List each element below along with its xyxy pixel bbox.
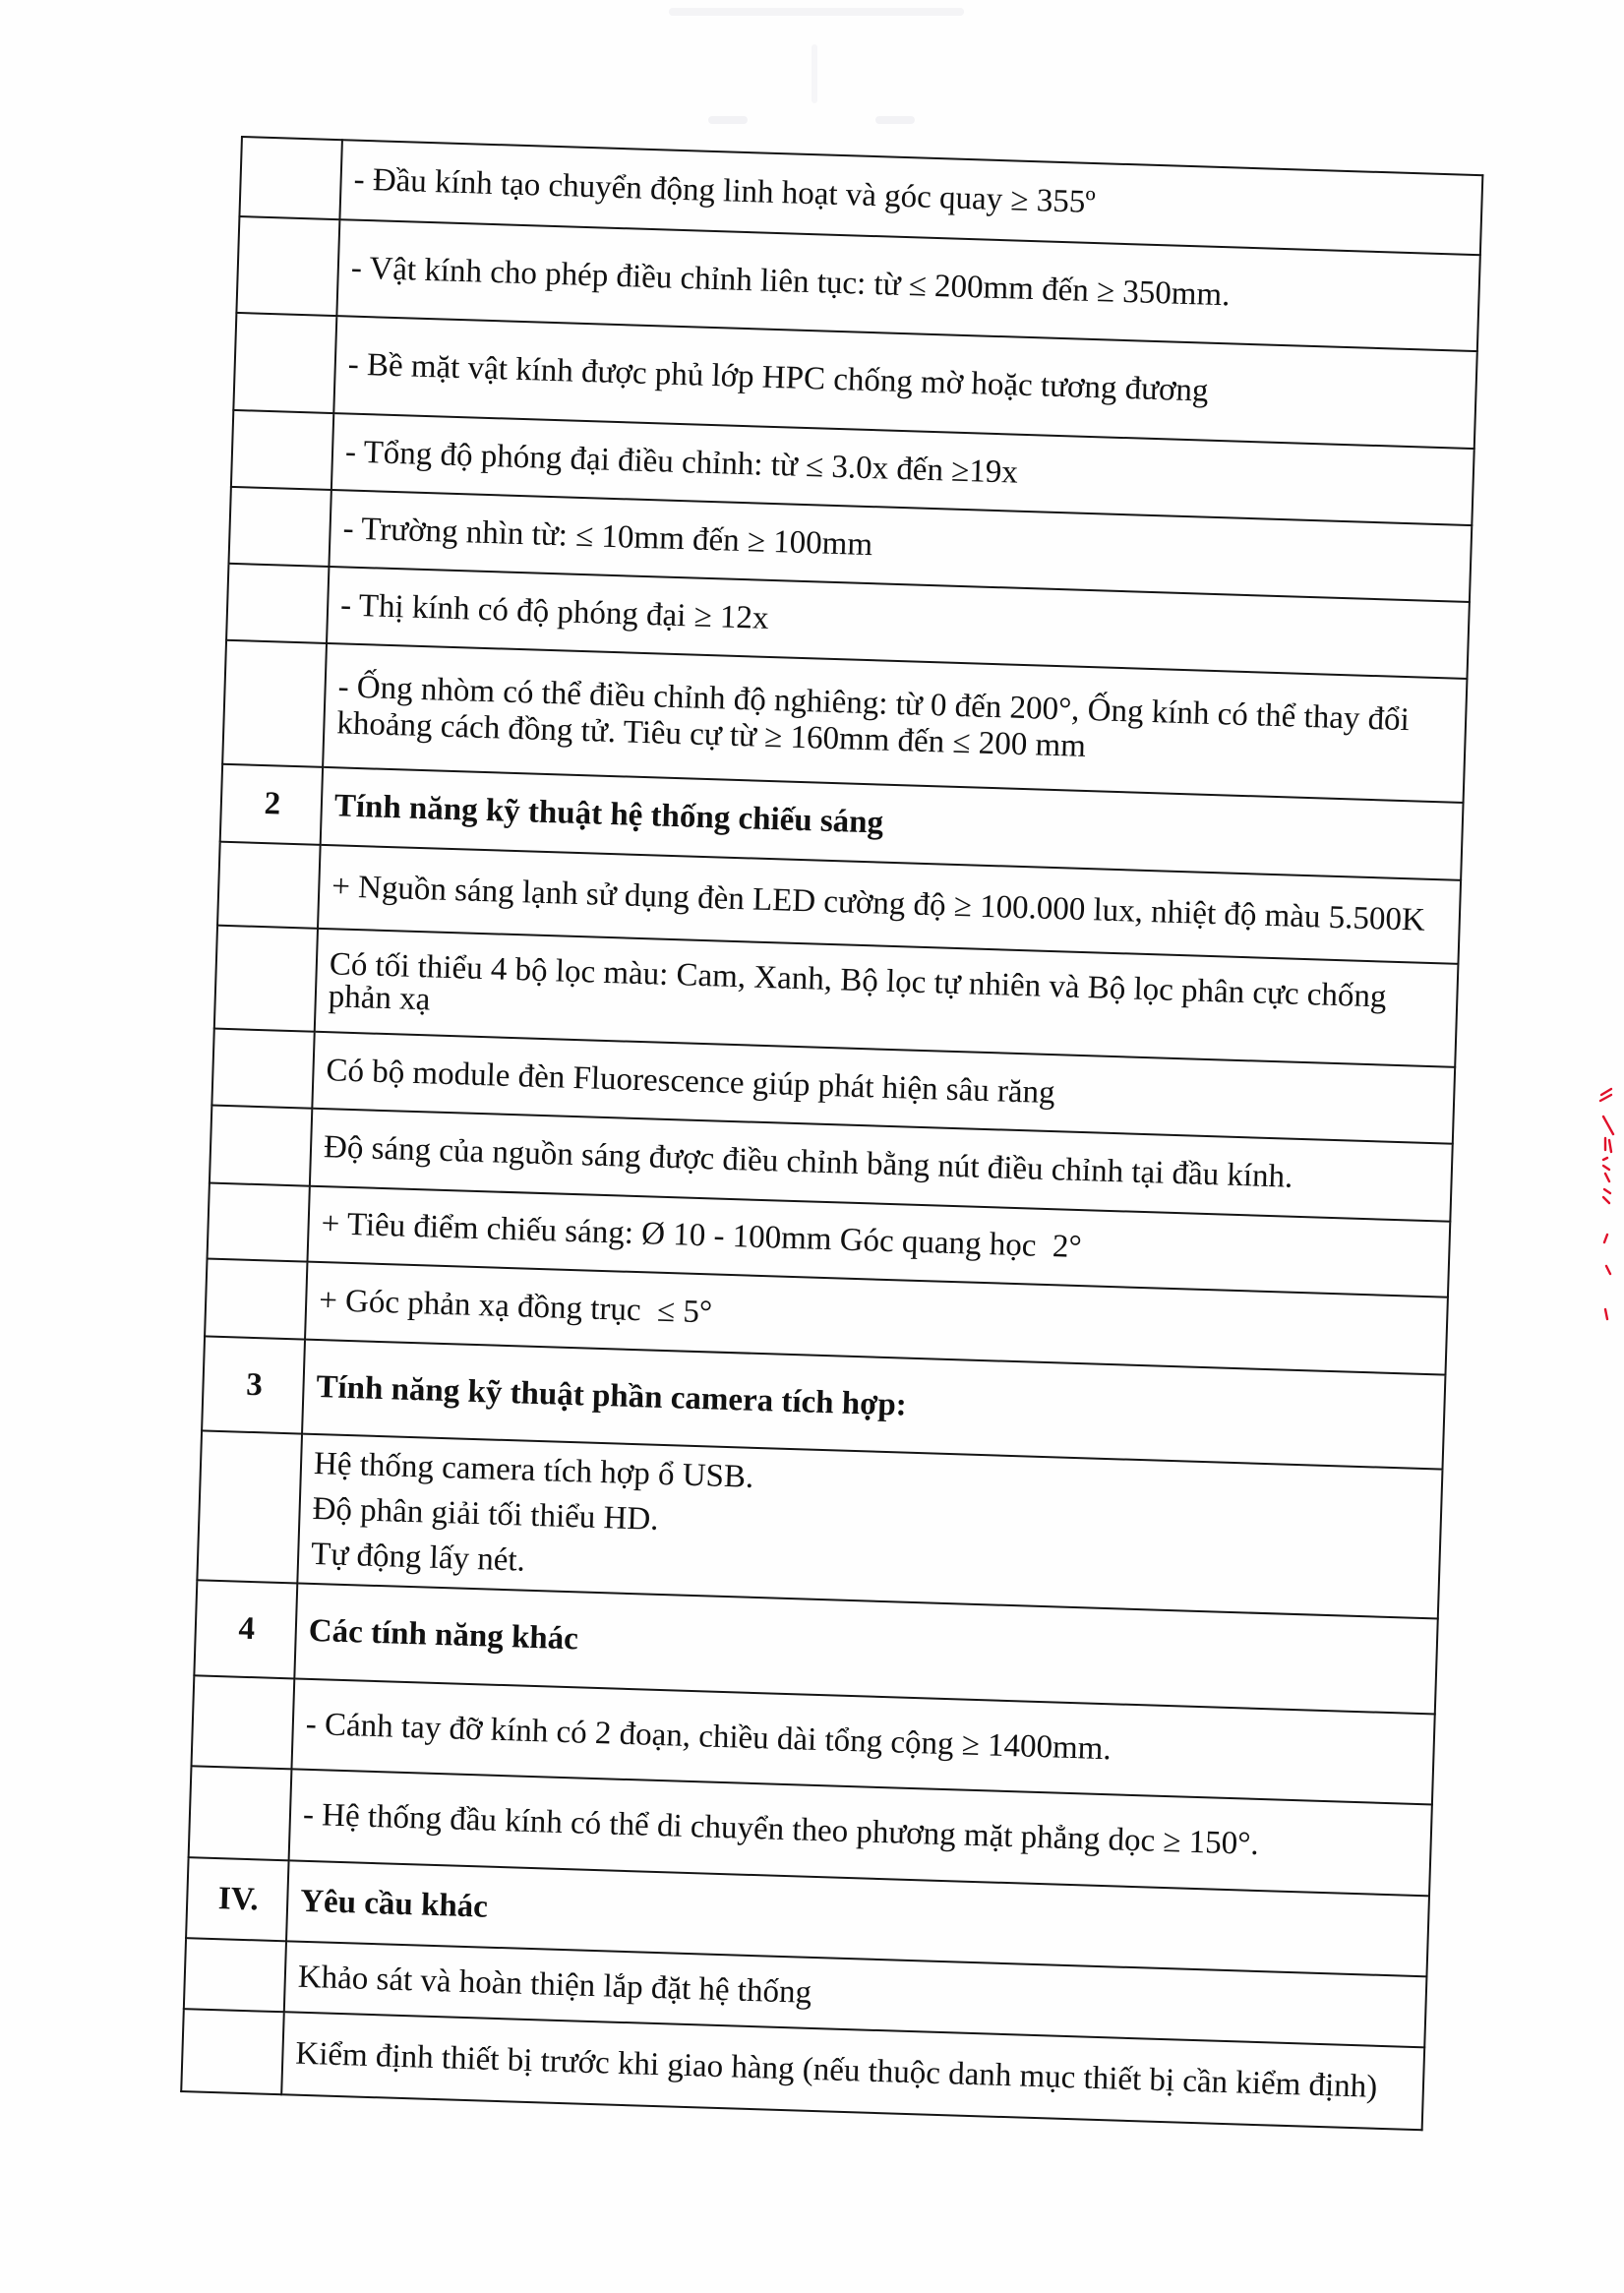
- row-text-cell: + Góc phản xạ đồng trục ≤ 5°: [305, 1262, 1448, 1375]
- row-number-cell: [222, 640, 327, 767]
- text-line: Tự động lấy nét.: [310, 1537, 526, 1579]
- row-text-cell: - Thị kính có độ phóng đại ≥ 12x: [327, 567, 1470, 679]
- bleed-through-marks: [649, 0, 1062, 138]
- row-text-cell: - Hệ thống đầu kính có thể di chuyển theo phương mặt phẳng dọc ≥ 150°.: [289, 1769, 1432, 1896]
- row-text-cell: Khảo sát và hoàn thiện lắp đặt hệ thống: [284, 1941, 1427, 2047]
- section-number-cell: IV.: [186, 1857, 288, 1941]
- row-text-cell: + Tiêu điểm chiếu sáng: Ø 10 - 100mm Góc quang học 2°: [307, 1186, 1450, 1297]
- row-text-cell: Độ sáng của nguồn sáng được điều chỉnh bằng nút điều chỉnh tại đầu kính.: [310, 1109, 1453, 1222]
- section-title-cell: Các tính năng khác: [294, 1583, 1437, 1714]
- section-number-cell: 2: [220, 764, 323, 845]
- row-text-cell: Kiểm định thiết bị trước khi giao hàng (nếu thuộc danh mục thiết bị cần kiểm định): [281, 2012, 1424, 2130]
- specification-table: [180, 136, 1483, 2131]
- row-text-cell: - Đầu kính tạo chuyển động linh hoạt và góc quay ≥ 355º: [339, 140, 1482, 255]
- row-number-cell: [228, 487, 331, 567]
- text-line: Độ phân giải tối thiểu HD.: [312, 1490, 660, 1538]
- row-text-cell: - Cánh tay đỡ kính có 2 đoạn, chiều dài tổng cộng ≥ 1400mm.: [291, 1678, 1434, 1804]
- row-number-cell: [208, 1183, 310, 1262]
- row-text-cell: - Ống nhòm có thể điều chỉnh độ nghiêng: từ 0 đến 200°, Ống kính có thể thay đổi khoảng cách đồng tử. Tiêu cự từ ≥ 160mm đến ≤ 200 mm: [323, 643, 1467, 803]
- row-number-cell: [217, 842, 321, 929]
- row-number-cell: [214, 926, 318, 1032]
- row-text-cell: Có tối thiểu 4 bộ lọc màu: Cam, Xanh, Bộ lọc tự nhiên và Bộ lọc phân cực chống phản xạ: [315, 929, 1459, 1067]
- row-text-cell: - Vật kính cho phép điều chỉnh liên tục: từ ≤ 200mm đến ≥ 350mm.: [336, 219, 1479, 351]
- section-number-cell: 4: [194, 1580, 297, 1678]
- row-text-cell: - Tổng độ phóng đại điều chỉnh: từ ≤ 3.0x đến ≥19x: [331, 413, 1474, 525]
- row-number-cell: [233, 313, 336, 413]
- row-number-cell: [239, 137, 341, 219]
- row-text-cell: - Bề mặt vật kính được phủ lớp HPC chống mờ hoặc tương đương: [333, 316, 1477, 449]
- row-number-cell: [231, 410, 333, 490]
- row-number-cell: [181, 2009, 284, 2094]
- row-number-cell: [210, 1106, 312, 1186]
- section-title-cell: Tính năng kỹ thuật hệ thống chiếu sáng: [321, 767, 1464, 880]
- row-number-cell: [205, 1258, 307, 1339]
- row-number-cell: [211, 1029, 314, 1109]
- row-text-cell: Có bộ module đèn Fluorescence giúp phát hiện sâu răng: [312, 1032, 1455, 1144]
- row-number-cell: [191, 1675, 294, 1769]
- row-number-cell: [236, 216, 339, 316]
- row-number-cell: [197, 1430, 302, 1583]
- row-number-cell: [184, 1938, 286, 2012]
- text-line: Hệ thống camera tích hợp ổ USB.: [313, 1445, 754, 1495]
- row-number-cell: [226, 564, 329, 643]
- row-text-cell: + Nguồn sáng lạnh sử dụng đèn LED cường độ ≥ 100.000 lux, nhiệt độ màu 5.500K: [318, 845, 1461, 964]
- row-number-cell: [189, 1766, 292, 1860]
- section-title-cell: Tính năng kỹ thuật phần camera tích hợp:: [302, 1340, 1445, 1470]
- red-seal-stamp: [1592, 1087, 1621, 1323]
- section-number-cell: 3: [202, 1336, 305, 1433]
- section-title-cell: Yêu cầu khác: [286, 1860, 1429, 1976]
- specification-table-container: [180, 136, 1481, 2131]
- row-text-cell: - Trường nhìn từ: ≤ 10mm đến ≥ 100mm: [329, 490, 1472, 602]
